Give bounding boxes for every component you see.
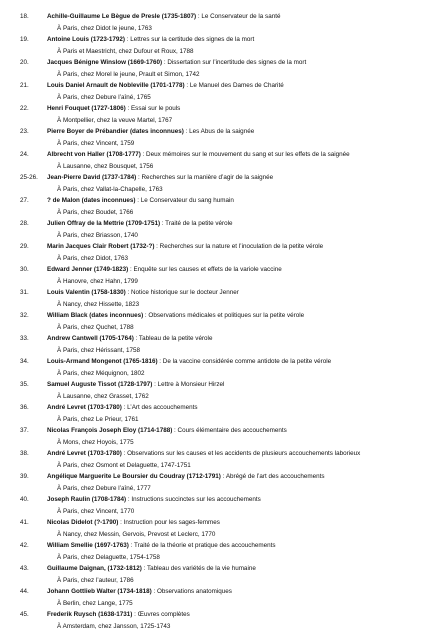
entry-heading bbox=[47, 126, 416, 137]
entry-publication: À Hanovre, chez Hahn, 1799 bbox=[57, 277, 138, 285]
entry-number: 35. bbox=[20, 381, 29, 388]
entry-title: : Observations anatomiques bbox=[151, 588, 232, 595]
entry-heading bbox=[47, 172, 416, 183]
entry-title: : Observations sur les causes et les accidents de plusieurs accouchements laborieux bbox=[121, 450, 361, 457]
entry-number: 38. bbox=[20, 450, 29, 457]
entry-heading bbox=[47, 241, 416, 252]
entry-author: Louis Daniel Arnault de Nobleville (1701-1778) bbox=[47, 82, 185, 89]
entry-heading bbox=[47, 563, 416, 574]
entry-author: William Smellie (1697-1763) bbox=[47, 542, 129, 549]
entry-title: : Deux mémoires sur le mouvement du sang et sur les effets de la saignée bbox=[140, 151, 350, 158]
entry-publication: À Paris, chez Le Prieur, 1761 bbox=[57, 415, 139, 423]
entry-number: 45. bbox=[20, 611, 29, 618]
entry-author: Louis Valentin (1758-1830) bbox=[47, 289, 126, 296]
entry-heading bbox=[47, 425, 416, 436]
bibliography-entry bbox=[20, 310, 416, 333]
entry-publication: À Paris et Maestricht, chez Dufour et Roux, 1788 bbox=[57, 47, 194, 55]
entry-number: 30. bbox=[20, 266, 29, 273]
entry-publication: À Montpellier, chez la veuve Martel, 1767 bbox=[57, 116, 173, 124]
entry-number: 43. bbox=[20, 565, 29, 572]
bibliography-entry bbox=[20, 264, 416, 287]
bibliography-entry bbox=[20, 517, 416, 540]
entry-heading bbox=[47, 586, 416, 597]
entry-heading bbox=[47, 80, 416, 91]
entry-publication: À Paris, chez l’auteur, 1786 bbox=[57, 576, 134, 584]
entry-number: 18. bbox=[20, 13, 29, 20]
entry-author: Joseph Raulin (1708-1784) bbox=[47, 496, 127, 503]
entry-publication: À Paris, chez Vincent, 1770 bbox=[57, 507, 135, 515]
entry-title: : De la vaccine considérée comme antidote de la petite vérole bbox=[157, 358, 332, 365]
entry-author: Edward Jenner (1749-1823) bbox=[47, 266, 129, 273]
entry-number: 19. bbox=[20, 36, 29, 43]
entry-author: Jacques Bénigne Winslow (1669-1760) bbox=[47, 59, 163, 66]
entry-heading bbox=[47, 264, 416, 275]
entry-heading bbox=[47, 34, 416, 45]
entry-heading bbox=[47, 195, 416, 206]
entry-publication: À Paris, chez Boudet, 1766 bbox=[57, 208, 134, 216]
bibliography-entry bbox=[20, 126, 416, 149]
entry-number: 27. bbox=[20, 197, 29, 204]
entry-author: Marin Jacques Clair Robert (1732-?) bbox=[47, 243, 155, 250]
bibliography-entry bbox=[20, 34, 416, 57]
entry-title: : Lettre à Monsieur Hirzel bbox=[152, 381, 225, 388]
entry-title: : Tableau des variétés de la vie humaine bbox=[141, 565, 256, 572]
entry-author: Henri Fouquet (1727-1806) bbox=[47, 105, 126, 112]
entry-publication: À Amsterdam, chez Jansson, 1725-1743 bbox=[57, 622, 171, 630]
entry-number: 21. bbox=[20, 82, 29, 89]
entry-author: Albrecht von Haller (1708-1777) bbox=[47, 151, 141, 158]
entry-title: : Tableau de la petite vérole bbox=[133, 335, 213, 342]
entry-title: : Œuvres complètes bbox=[132, 611, 190, 618]
entry-number: 39. bbox=[20, 473, 29, 480]
entry-title: : Le Conservateur du sang humain bbox=[135, 197, 234, 204]
entry-number: 25-26. bbox=[20, 174, 38, 181]
entry-heading bbox=[47, 11, 416, 22]
entry-title: : Recherches sur la nature et l’inoculation de la petite vérole bbox=[154, 243, 324, 250]
bibliography-entry bbox=[20, 195, 416, 218]
entry-publication: À Paris, chez Méquignon, 1802 bbox=[57, 369, 145, 377]
entry-heading bbox=[47, 57, 416, 68]
entry-author: Samuel Auguste Tissot (1728-1797) bbox=[47, 381, 153, 388]
entry-publication: À Paris, chez Briasson, 1740 bbox=[57, 231, 138, 239]
entry-title: : Le Conservateur de la santé bbox=[196, 13, 281, 20]
entry-number: 29. bbox=[20, 243, 29, 250]
entry-heading bbox=[47, 402, 416, 413]
entry-heading bbox=[47, 494, 416, 505]
bibliography-entry bbox=[20, 379, 416, 402]
entry-heading bbox=[47, 333, 416, 344]
entry-publication: À Paris, chez Delaguette, 1754-1758 bbox=[57, 553, 160, 561]
bibliography-entry bbox=[20, 149, 416, 172]
entry-author: Antoine Louis (1723-1792) bbox=[47, 36, 126, 43]
bibliography-entry bbox=[20, 448, 416, 471]
bibliography-entry bbox=[20, 172, 416, 195]
entry-title: : Notice historique sur le docteur Jenner bbox=[125, 289, 239, 296]
entry-heading bbox=[47, 448, 416, 459]
entry-author: Guillaume Daignan, (1732-1812) bbox=[47, 565, 142, 572]
entry-author: William Black (dates inconnues) bbox=[47, 312, 144, 319]
entry-title: : Instructions succinctes sur les accouchements bbox=[126, 496, 261, 503]
entry-author: Julien Offray de la Mettrie (1709-1751) bbox=[47, 220, 161, 227]
bibliography-list bbox=[20, 11, 416, 632]
bibliography-entry bbox=[20, 287, 416, 310]
entry-publication: À Paris, chez Debure l’aîné, 1765 bbox=[57, 93, 151, 101]
entry-title: : Cours élémentaire des accouchements bbox=[172, 427, 287, 434]
entry-author: Louis-Armand Mongenot (1765-1816) bbox=[47, 358, 158, 365]
bibliography-entry bbox=[20, 218, 416, 241]
entry-heading bbox=[47, 287, 416, 298]
entry-publication: À Paris, chez Vallat-la-Chapelle, 1763 bbox=[57, 185, 163, 193]
entry-publication: À Paris, chez Didot, 1763 bbox=[57, 254, 129, 262]
entry-number: 20. bbox=[20, 59, 29, 66]
entry-heading bbox=[47, 149, 416, 160]
entry-number: 34. bbox=[20, 358, 29, 365]
entry-number: 42. bbox=[20, 542, 29, 549]
entry-heading bbox=[47, 471, 416, 482]
entry-title: : Observations médicales et politiques sur la petite vérole bbox=[143, 312, 305, 319]
bibliography-entry bbox=[20, 356, 416, 379]
entry-number: 37. bbox=[20, 427, 29, 434]
entry-publication: À Paris, chez Hérissant, 1758 bbox=[57, 346, 140, 354]
bibliography-entry bbox=[20, 333, 416, 356]
entry-publication: À Lausanne, chez Grasset, 1762 bbox=[57, 392, 149, 400]
entry-author: Andrew Cantwell (1705-1764) bbox=[47, 335, 134, 342]
entry-heading bbox=[47, 310, 416, 321]
entry-number: 28. bbox=[20, 220, 29, 227]
entry-title: : Enquête sur les causes et effets de la variole vaccine bbox=[128, 266, 282, 273]
entry-author: André Levret (1703-1780) bbox=[47, 450, 122, 457]
entry-author: Pierre Boyer de Prébandier (dates inconnues) bbox=[47, 128, 184, 135]
entry-heading bbox=[47, 517, 416, 528]
entry-title: : Abrégé de l’art des accouchements bbox=[220, 473, 325, 480]
bibliography-entry bbox=[20, 609, 416, 632]
entry-number: 41. bbox=[20, 519, 29, 526]
entry-publication: À Paris, chez Debure l’aîné, 1777 bbox=[57, 484, 151, 492]
entry-publication: À Paris, chez Quchet, 1788 bbox=[57, 323, 134, 331]
entry-number: 36. bbox=[20, 404, 29, 411]
bibliography-entry bbox=[20, 103, 416, 126]
entry-number: 44. bbox=[20, 588, 29, 595]
entry-author: Nicolas François Joseph Eloy (1714-1788) bbox=[47, 427, 173, 434]
entry-author: Angélique Marguerite Le Boursier du Coudray (1712-1791) bbox=[47, 473, 221, 480]
entry-publication: À Lausanne, chez Bousquet, 1756 bbox=[57, 162, 154, 170]
entry-author: Nicolas Didelot (?-1790) bbox=[47, 519, 119, 526]
entry-title: : Instruction pour les sages-femmes bbox=[118, 519, 220, 526]
entry-publication: À Paris, chez Osmont et Delaguette, 1747-1751 bbox=[57, 461, 191, 469]
entry-author: Achille-Guillaume Le Bègue de Presle (1735-1807) bbox=[47, 13, 197, 20]
entry-author: Jean-Pierre David (1737-1784) bbox=[47, 174, 137, 181]
bibliography-entry bbox=[20, 471, 416, 494]
entry-heading bbox=[47, 609, 416, 620]
entry-title: : Essai sur le pouls bbox=[125, 105, 181, 112]
bibliography-entry bbox=[20, 425, 416, 448]
bibliography-entry bbox=[20, 57, 416, 80]
bibliography-entry bbox=[20, 540, 416, 563]
entry-author: ? de Malon (dates inconnues) bbox=[47, 197, 136, 204]
entry-number: 40. bbox=[20, 496, 29, 503]
bibliography-entry bbox=[20, 241, 416, 264]
entry-publication: À Nancy, chez Messin, Gervois, Prevost et Leclerc, 1770 bbox=[57, 530, 216, 538]
entry-number: 33. bbox=[20, 335, 29, 342]
entry-heading bbox=[47, 379, 416, 390]
entry-publication: À Berlin, chez Lange, 1775 bbox=[57, 599, 133, 607]
entry-heading bbox=[47, 103, 416, 114]
bibliography-entry bbox=[20, 494, 416, 517]
entry-publication: À Paris, chez Didot le jeune, 1763 bbox=[57, 24, 152, 32]
entry-author: Frederik Ruysch (1638-1731) bbox=[47, 611, 133, 618]
entry-heading bbox=[47, 540, 416, 551]
entry-title: : Lettres sur la certitude des signes de la mort bbox=[125, 36, 255, 43]
entry-title: : L’Art des accouchements bbox=[121, 404, 198, 411]
entry-title: : Dissertation sur l’incertitude des signes de la mort bbox=[162, 59, 307, 66]
entry-publication: À Nancy, chez Hissette, 1823 bbox=[57, 300, 140, 308]
entry-number: 24. bbox=[20, 151, 29, 158]
entry-title: : Recherches sur la manière d’agir de la saignée bbox=[136, 174, 274, 181]
entry-heading bbox=[47, 218, 416, 229]
entry-number: 22. bbox=[20, 105, 29, 112]
bibliography-entry bbox=[20, 402, 416, 425]
entry-author: Johann Gottlieb Walter (1734-1818) bbox=[47, 588, 152, 595]
bibliography-entry bbox=[20, 80, 416, 103]
entry-number: 23. bbox=[20, 128, 29, 135]
entry-heading bbox=[47, 356, 416, 367]
bibliography-entry bbox=[20, 563, 416, 586]
entry-title: : Traité de la petite vérole bbox=[160, 220, 233, 227]
entry-publication: À Paris, chez Morel le jeune, Prault et Simon, 1742 bbox=[57, 70, 200, 78]
bibliography-entry bbox=[20, 11, 416, 34]
entry-publication: À Mons, chez Hoyois, 1775 bbox=[57, 438, 134, 446]
entry-publication: À Paris, chez Vincent, 1759 bbox=[57, 139, 135, 147]
entry-author: André Levret (1703-1780) bbox=[47, 404, 122, 411]
entry-title: : Les Abus de la saignée bbox=[183, 128, 255, 135]
entry-number: 31. bbox=[20, 289, 29, 296]
entry-title: : Traité de la théorie et pratique des accouchements bbox=[128, 542, 276, 549]
entry-number: 32. bbox=[20, 312, 29, 319]
entry-title: : Le Manuel des Dames de Charité bbox=[184, 82, 284, 89]
